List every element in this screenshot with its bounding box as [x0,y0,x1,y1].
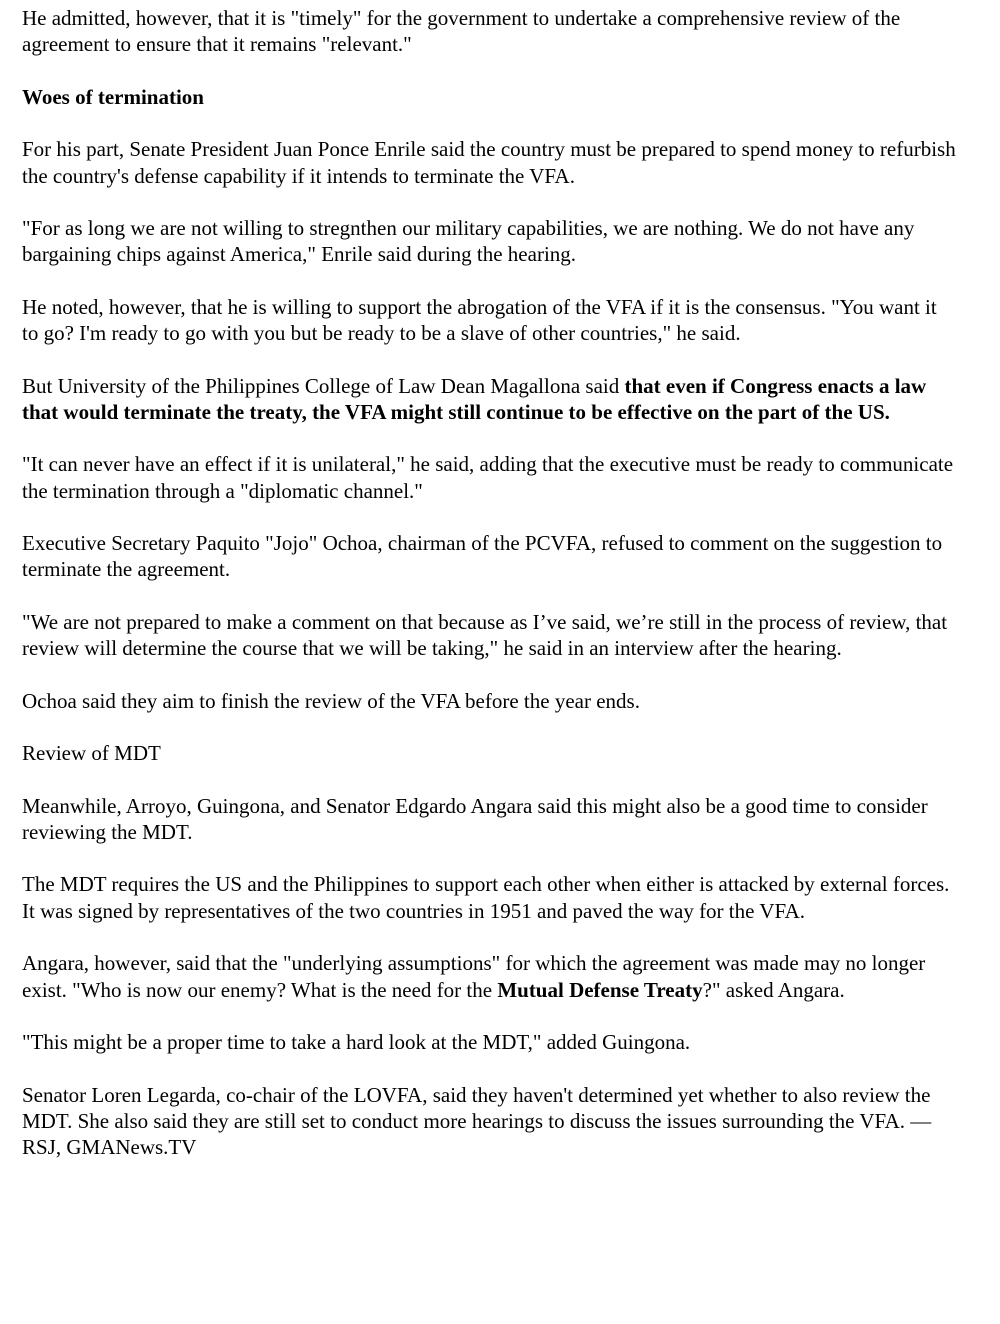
paragraph-unilateral-quote: "It can never have an effect if it is unilateral," he said, adding that the executive must be ready to communicate the termination through a "diplomatic channel." [22,452,954,503]
paragraph-magallona [22,373,957,426]
paragraph-enrile-defense: For his part, Senate President Juan Ponce Enrile said the country must be prepared to spend money to refurbish the country's defense capability if it intends to terminate the VFA. [22,137,956,188]
paragraph-enrile-quote: "For as long we are not willing to stregnthen our military capabilities, we are nothing. We do not have any bargaining chips against America," Enrile said during the hearing. [22,216,915,267]
paragraph-reviewing-mdt: Meanwhile, Arroyo, Guingona, and Senator Edgardo Angara said this might also be a good time to consider reviewing the MDT. [22,793,928,844]
magallona-lead-text: But University of the Philippines College of Law Dean Magallona said [22,373,625,398]
article-body [22,5,957,1187]
paragraph-ochoa-aim: Ochoa said they aim to finish the review of the VFA before the year ends. [22,688,640,713]
angara-lead-text: Angara, however, said that the "underlying assumptions" for which the agreement was made may no longer exist. "Who is now our enemy? What is the need for the [22,951,926,1002]
section-heading-woes-of-termination: Woes of termination [22,84,204,109]
paragraph-enrile-abrogation: He noted, however, that he is willing to support the abrogation of the VFA if it is the consensus. "You want it to go? I'm ready to go with you but be ready to be a slave of other countries," he said. [22,294,937,346]
paragraph-legarda: Senator Loren Legarda, co-chair of the LOVFA, said they haven't determined yet whether to also review the MDT. She also said they are still set to conduct more hearings to discuss the issues surrounding the VFA. — RSJ, GMANews.TV [22,1082,932,1160]
paragraph-ochoa-refused: Executive Secretary Paquito "Jojo" Ochoa, chairman of the PCVFA, refused to comment on the suggestion to terminate the agreement. [22,531,943,582]
paragraph-mdt-requires: The MDT requires the US and the Philippines to support each other when either is attacked by external forces. It was signed by representatives of the two countries in 1951 and paved the way for the VFA. [22,872,950,923]
paragraph-angara-assumptions [22,950,957,1003]
angara-tail-text: ?" asked Angara. [702,977,845,1002]
magallona-bold-text: that even if Congress enacts a law that would terminate the treaty, the VFA might still continue to be effective on the part of the US. [22,373,927,424]
paragraph-ochoa-quote: "We are not prepared to make a comment on that because as I’ve said, we’re still in the process of review, that review will determine the course that we will be taking," he said in an interview after the hearing. [22,609,948,661]
mutual-defense-treaty-bold: Mutual Defense Treaty [497,977,703,1002]
paragraph-review-timely: He admitted, however, that it is "timely" for the government to undertake a comprehensive review of the agreement to ensure that it remains "relevant." [22,6,901,57]
paragraph-guingona-quote: "This might be a proper time to take a hard look at the MDT," added Guingona. [22,1030,691,1055]
section-heading-review-of-mdt: Review of MDT [22,741,161,766]
